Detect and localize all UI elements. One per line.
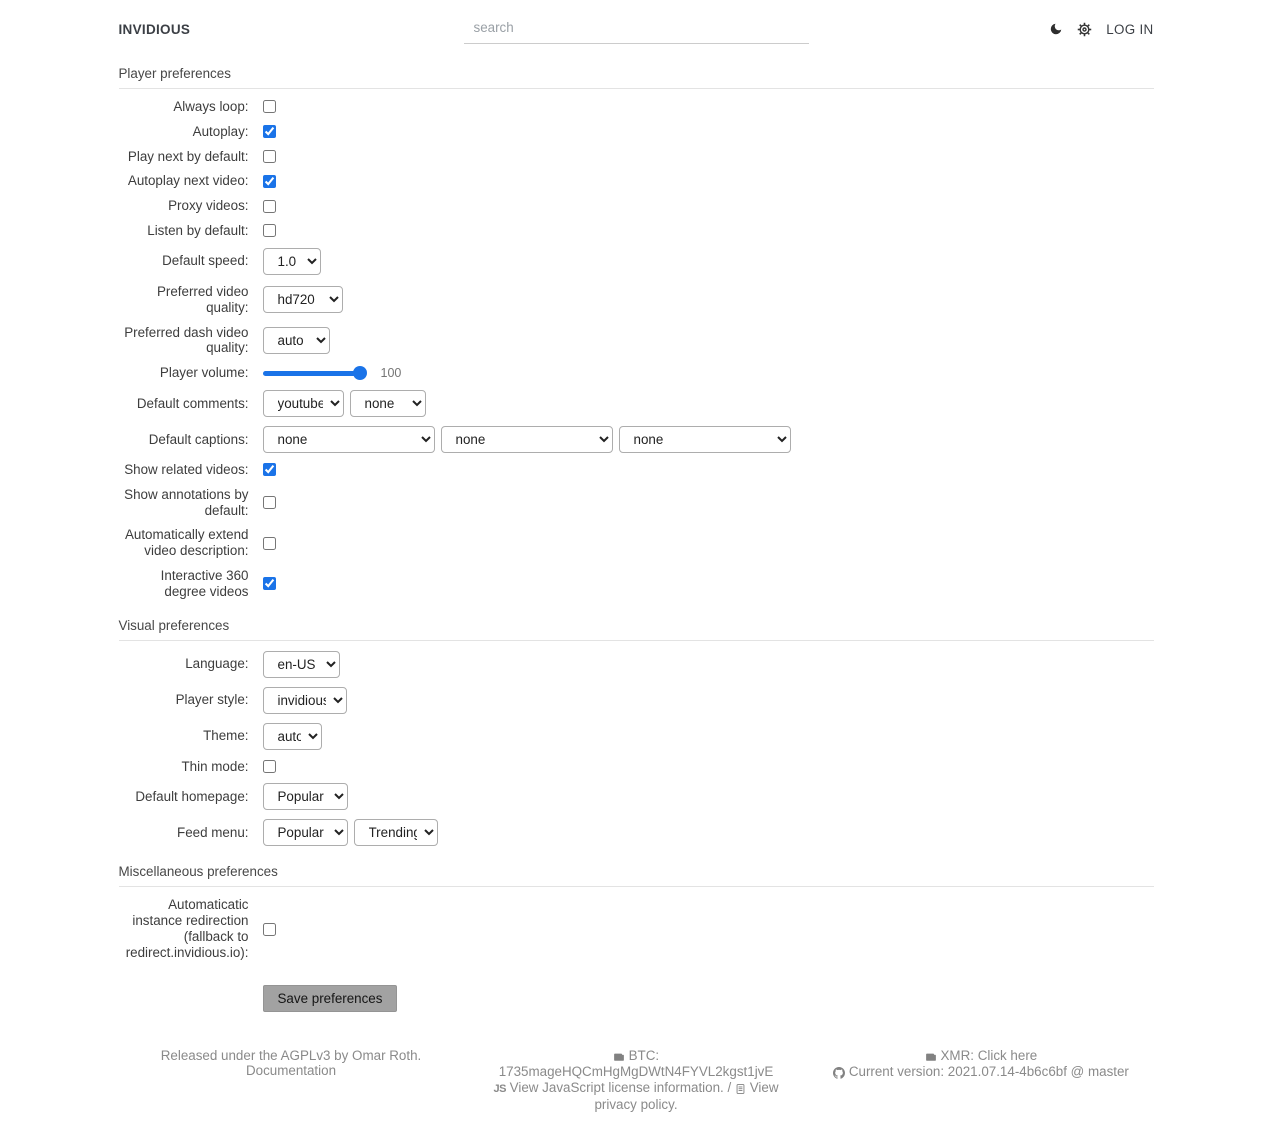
search-input[interactable] <box>464 14 809 44</box>
pref-label: Default homepage: <box>135 789 249 805</box>
footer-center <box>464 1048 809 1113</box>
pref-label: Theme: <box>203 728 249 744</box>
play-next-checkbox[interactable] <box>263 150 276 163</box>
autoplay-next-checkbox[interactable] <box>263 175 276 188</box>
pref-label: Show annotations by default: <box>124 486 249 518</box>
pref-label: Proxy videos: <box>168 198 249 214</box>
pref-row-comments <box>119 390 1154 417</box>
default-speed-select[interactable] <box>263 248 321 275</box>
pref-row-listen-default <box>119 223 1154 239</box>
always-loop-checkbox[interactable] <box>263 100 276 113</box>
pref-label: Interactive 360 degree videos <box>160 568 249 599</box>
pref-row-dash-quality <box>119 325 1154 357</box>
xmr-link[interactable]: Click here <box>977 1047 1038 1063</box>
pref-row-theme <box>119 723 1154 750</box>
app-title[interactable]: INVIDIOUS <box>118 21 191 37</box>
captions-select-1[interactable] <box>263 426 435 453</box>
pref-label: Player volume: <box>159 365 249 381</box>
dark-mode-toggle[interactable] <box>1049 22 1063 36</box>
pref-label: Default comments: <box>136 395 249 411</box>
pref-row-video-quality <box>119 284 1154 316</box>
js-license-link[interactable]: View JavaScript license information. <box>509 1080 724 1096</box>
volume-slider[interactable] <box>263 366 364 380</box>
pref-label: Automaticatic instance redirection (fallback to redirect.invidious.io): <box>125 897 249 960</box>
pref-label: Preferred dash video quality: <box>124 324 249 356</box>
search-area <box>464 14 809 44</box>
moon-icon <box>1049 22 1063 36</box>
pref-label: Listen by default: <box>147 223 249 239</box>
theme-select[interactable] <box>263 723 322 750</box>
captions-select-3[interactable] <box>619 426 791 453</box>
section-title-misc: Miscellaneous preferences <box>119 864 1154 887</box>
pref-label: Default captions: <box>148 431 249 447</box>
save-preferences-button[interactable]: Save preferences <box>263 985 398 1012</box>
volume-slider-track <box>263 371 364 376</box>
pref-row-always-loop <box>119 99 1154 115</box>
extend-description-checkbox[interactable] <box>263 537 276 550</box>
language-select[interactable] <box>263 651 340 678</box>
pref-label: Language: <box>185 656 249 672</box>
vr360-checkbox[interactable] <box>263 577 276 590</box>
privacy-policy-link[interactable]: View privacy policy. <box>594 1080 779 1112</box>
player-style-select[interactable] <box>263 687 347 714</box>
footer-left <box>119 1048 464 1113</box>
feed-menu-select-2[interactable] <box>354 819 438 846</box>
pref-row-auto-redirect <box>119 897 1154 960</box>
footer <box>119 1048 1154 1130</box>
video-quality-select[interactable] <box>263 286 343 313</box>
section-title-visual: Visual preferences <box>119 618 1154 641</box>
top-navbar <box>119 0 1154 44</box>
pref-label: Automatically extend video description: <box>124 527 249 559</box>
proxy-videos-checkbox[interactable] <box>263 200 276 213</box>
preferences-link[interactable] <box>1077 22 1092 37</box>
pref-row-player-style <box>119 687 1154 714</box>
github-icon <box>833 1065 845 1081</box>
dash-quality-select[interactable] <box>263 327 330 354</box>
comments-select-2[interactable] <box>350 390 426 417</box>
footer-license-text: Released under the AGPLv3 by Omar Roth. <box>160 1047 422 1063</box>
related-videos-checkbox[interactable] <box>263 463 276 476</box>
footer-right <box>809 1048 1154 1113</box>
pref-label: Feed menu: <box>177 825 249 841</box>
pref-row-homepage <box>119 783 1154 810</box>
coin-icon <box>613 1049 625 1065</box>
pref-label: Always loop: <box>173 99 249 114</box>
pref-row-proxy-videos <box>119 198 1154 214</box>
listen-default-checkbox[interactable] <box>263 224 276 237</box>
pref-row-related <box>119 462 1154 478</box>
captions-select-2[interactable] <box>441 426 613 453</box>
gear-icon <box>1077 22 1092 37</box>
pref-row-language <box>119 651 1154 678</box>
js-icon: JS <box>493 1083 506 1096</box>
login-link[interactable]: LOG IN <box>1106 21 1154 37</box>
pref-row-autoplay <box>119 124 1154 140</box>
pref-label: Play next by default: <box>127 148 249 164</box>
autoplay-checkbox[interactable] <box>263 125 276 138</box>
pref-label: Default speed: <box>162 253 249 269</box>
coin-icon <box>925 1049 937 1065</box>
annotations-checkbox[interactable] <box>263 496 276 509</box>
pref-label: Autoplay: <box>192 123 249 139</box>
pref-row-autoplay-next <box>119 173 1154 189</box>
pref-label: Show related videos: <box>124 461 249 477</box>
volume-value: 100 <box>380 366 402 381</box>
footer-separator: / <box>727 1080 732 1096</box>
pref-label: Thin mode: <box>181 758 249 774</box>
pref-row-vr360 <box>119 568 1154 600</box>
pref-label: Preferred video quality: <box>156 283 249 315</box>
pref-row-captions <box>119 426 1154 453</box>
homepage-select[interactable] <box>263 783 348 810</box>
document-icon <box>735 1081 746 1097</box>
pref-label: Player style: <box>175 692 249 708</box>
thin-mode-checkbox[interactable] <box>263 760 276 773</box>
pref-row-play-next <box>119 149 1154 165</box>
btc-address-text: BTC: 1735mageHQCmHgMgDWtN4FYVL2kgst1jvE <box>498 1047 774 1080</box>
header-actions <box>809 22 1154 37</box>
section-title-player: Player preferences <box>119 66 1154 89</box>
page <box>119 0 1154 1130</box>
pref-label: Autoplay next video: <box>127 173 249 189</box>
pref-row-default-speed <box>119 248 1154 275</box>
pref-row-feed-menu <box>119 819 1154 846</box>
version-text: Current version: 2021.07.14-4b6c6bf @ master <box>848 1064 1129 1080</box>
documentation-link[interactable]: Documentation <box>245 1063 337 1079</box>
pref-row-volume <box>119 365 1154 381</box>
pref-row-annotations <box>119 487 1154 519</box>
auto-redirect-checkbox[interactable] <box>263 923 276 936</box>
comments-select-1[interactable] <box>263 390 344 417</box>
pref-row-thin-mode <box>119 759 1154 775</box>
volume-slider-thumb[interactable] <box>353 366 367 380</box>
pref-row-extend-desc <box>119 527 1154 559</box>
feed-menu-select-1[interactable] <box>263 819 348 846</box>
xmr-label: XMR: <box>940 1047 974 1063</box>
